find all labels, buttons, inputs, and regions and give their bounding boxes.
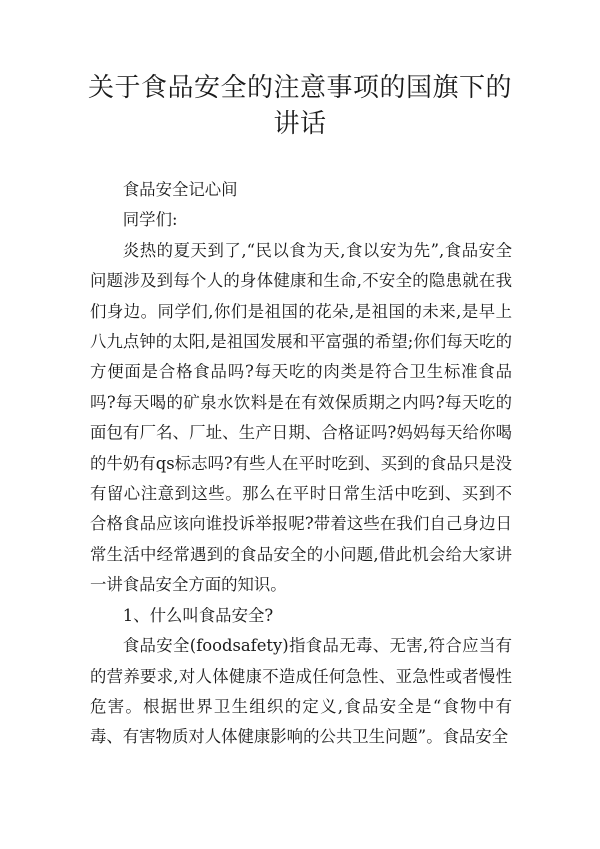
section-heading: 1、什么叫食品安全? bbox=[122, 605, 274, 625]
paragraph-definition: 食品安全(foodsafety)指食品无毒、无害,符合应当有的营养要求,对人体健康不造成任何急性、亚急性或者慢性危害。根据世界卫生组织的定义,食品安全是“食物中有毒、有害物质对人体健康影响的公共卫生问题”。食品安全 bbox=[90, 636, 512, 747]
greeting: 同学们: bbox=[122, 210, 178, 230]
page-title: 关于食品安全的注意事项的国旗下的讲话 bbox=[87, 73, 512, 139]
document-body bbox=[90, 175, 512, 753]
paragraph-intro: 炎热的夏天到了,“民以食为天,食以安为先”,食品安全问题涉及到每个人的身体健康和生命,不安全的隐患就在我们身边。同学们,你们是祖国的花朵,是祖国的未来,是早上八九点钟的太阳,是祖国发展和平富强的希望;你们每天吃的方便面是合格食品吗?每天吃的肉类是符合卫生标准食品吗?每天喝的矿泉水饮料是在有效保质期之内吗?每天吃的面包有厂名、厂址、生产日期、合格证吗?妈妈每天给你喝的牛奶有qs标志吗?有些人在平时吃到、买到的食品只是没有留心注意到这些。那么在平时日常生活中吃到、买到不合格食品应该向谁投诉举报呢?带着这些在我们自己身边日常生活中经常遇到的食品安全的小问题,借此机会给大家讲一讲食品安全方面的知识。 bbox=[90, 240, 512, 595]
section-subtitle: 食品安全记心间 bbox=[122, 180, 238, 199]
